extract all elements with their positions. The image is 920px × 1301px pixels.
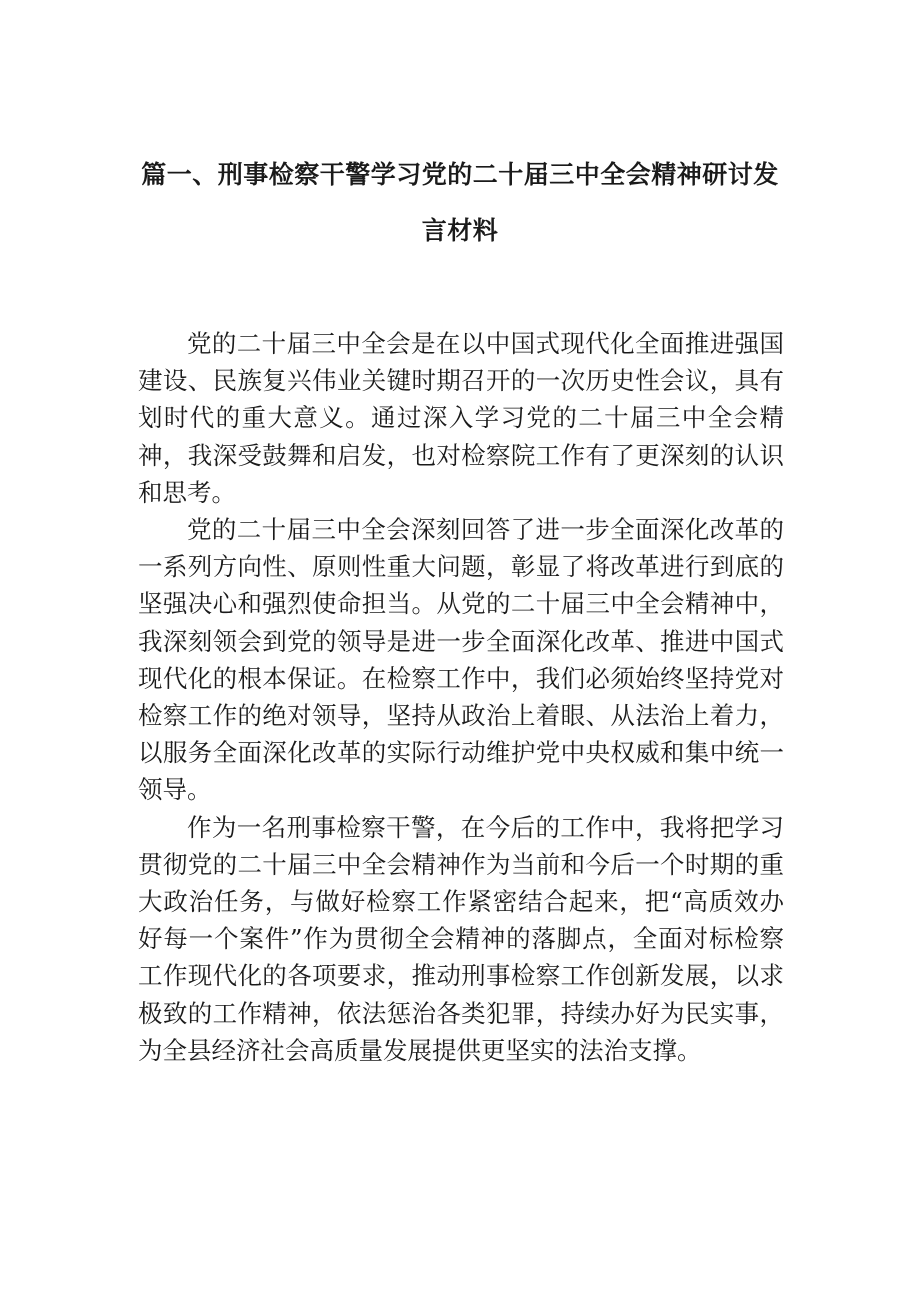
paragraph-2: 党的二十届三中全会深刻回答了进一步全面深化改革的一系列方向性、原则性重大问题，彰显了将改革进行到底的坚强决心和强烈使命担当。从党的二十届三中全会精神中，我深刻领会到党的领导是进一步全面深化改革、推进中国式现代化的根本保证。在检察工作中，我们必须始终坚持党对检察工作的绝对领导，坚持从政治上着眼、从法治上着力，以服务全面深化改革的实际行动维护党中央权威和集中统一领导。 (138, 515, 784, 805)
title-line-1: 篇一、刑事检察干警学习党的二十届三中全会精神研讨发 (141, 160, 779, 189)
document-body (138, 325, 784, 1069)
paragraph-3: 作为一名刑事检察干警，在今后的工作中，我将把学习贯彻党的二十届三中全会精神作为当前和今后一个时期的重大政治任务，与做好检察工作紧密结合起来，把“高质效办好每一个案件”作为贯彻全会精神的落脚点，全面对标检察工作现代化的各项要求，推动刑事检察工作创新发展，以求极致的工作精神，依法惩治各类犯罪，持续办好为民实事，为全县经济社会高质量发展提供更坚实的法治支撑。 (138, 812, 784, 1065)
document-title (130, 160, 790, 246)
paragraph-1: 党的二十届三中全会是在以中国式现代化全面推进强国建设、民族复兴伟业关键时期召开的一次历史性会议，具有划时代的重大意义。通过深入学习党的二十届三中全会精神，我深受鼓舞和启发，也对检察院工作有了更深刻的认识和思考。 (138, 329, 784, 507)
title-line-2: 言材料 (421, 216, 499, 245)
